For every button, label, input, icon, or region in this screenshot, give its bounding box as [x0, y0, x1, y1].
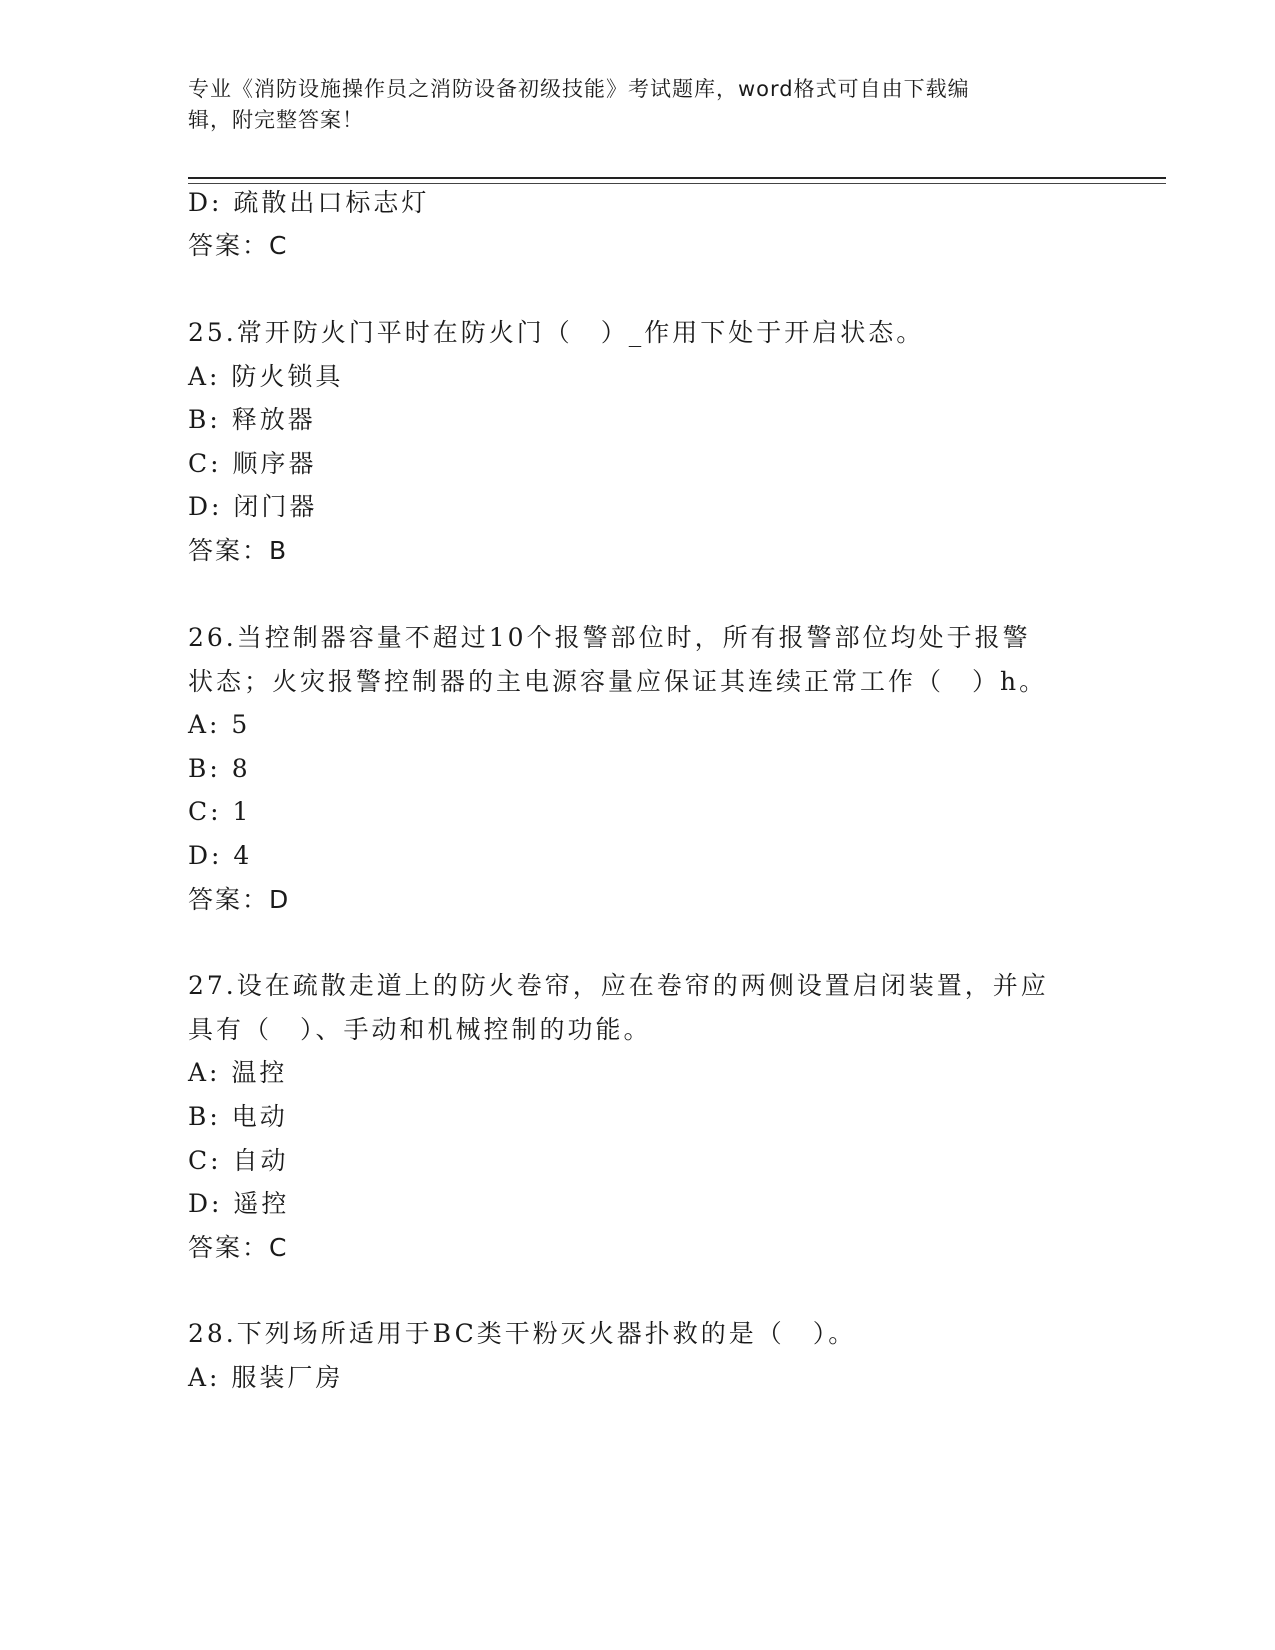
document-header	[188, 74, 1088, 136]
q25-option-b: B: 释放器	[188, 405, 316, 434]
q26-answer: 答案：D	[188, 885, 291, 914]
q27-stem-line-2: 具有（ ）、手动和机械控制的功能。	[188, 1015, 652, 1044]
q25-option-a: A: 防火锁具	[188, 362, 344, 391]
q27-answer: 答案：C	[188, 1233, 289, 1262]
q26-stem-line-1: 26.当控制器容量不超过10个报警部位时，所有报警部位均处于报警	[188, 623, 1031, 652]
q25-option-c: C: 顺序器	[188, 449, 317, 478]
header-line-2: 辑，附完整答案！	[188, 108, 364, 132]
q27-option-d: D: 遥控	[188, 1189, 290, 1218]
q27-option-b: B: 电动	[188, 1102, 288, 1131]
q28-stem: 28.下列场所适用于BC类干粉灭火器扑救的是（ ）。	[188, 1319, 857, 1348]
q26-option-a: A: 5	[188, 710, 251, 739]
q25-option-d: D: 闭门器	[188, 492, 318, 521]
header-divider-thick	[188, 177, 1166, 179]
q27-option-a: A: 温控	[188, 1058, 288, 1087]
q26-stem-line-2: 状态；火灾报警控制器的主电源容量应保证其连续正常工作（ ）h。	[188, 667, 1048, 696]
q26-option-b: B: 8	[188, 754, 251, 783]
q25-answer: 答案：B	[188, 536, 289, 565]
q26-option-c: C: 1	[188, 797, 252, 826]
q27-option-c: C: 自动	[188, 1146, 289, 1175]
prev-option-d: D: 疏散出口标志灯	[188, 188, 430, 217]
q28-option-a: A: 服装厂房	[188, 1363, 344, 1392]
q26-option-d: D: 4	[188, 841, 253, 870]
header-line-1: 专业《消防设施操作员之消防设备初级技能》考试题库，word格式可自由下载编	[188, 77, 970, 101]
header-divider-thin	[188, 183, 1166, 184]
q27-stem-line-1: 27.设在疏散走道上的防火卷帘，应在卷帘的两侧设置启闭装置，并应	[188, 971, 1049, 1000]
q25-stem: 25.常开防火门平时在防火门（ ）_作用下处于开启状态。	[188, 318, 925, 347]
prev-answer: 答案：C	[188, 231, 289, 260]
